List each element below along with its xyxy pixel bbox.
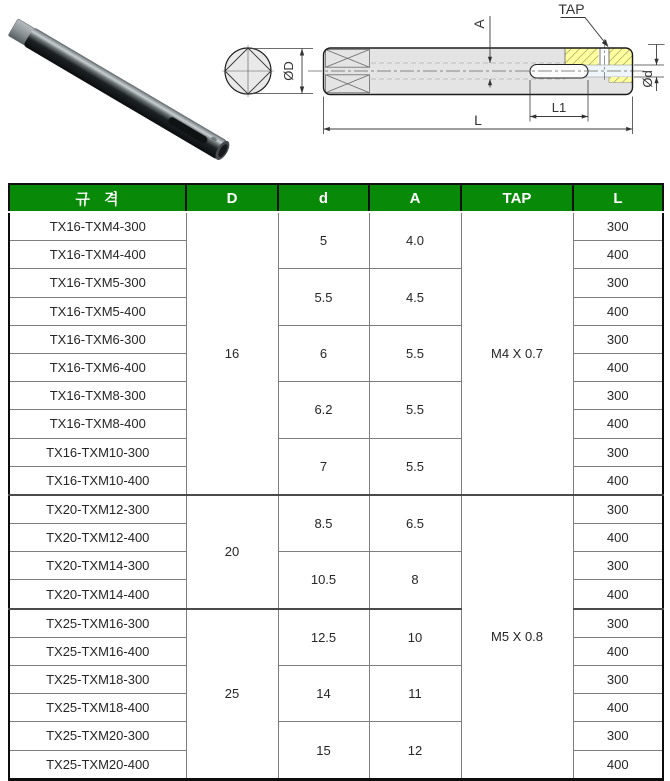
L-cell: 300	[573, 552, 663, 580]
L-cell: 300	[573, 269, 663, 297]
d-cell: 15	[278, 722, 369, 779]
A-cell: 4.5	[369, 269, 461, 325]
d-cell: 5	[278, 212, 369, 269]
D-cell: 25	[186, 609, 278, 780]
spec-cell: TX16-TXM5-400	[9, 297, 186, 325]
L-cell: 300	[573, 495, 663, 524]
column-header-spec: 규 격	[9, 184, 186, 212]
L-cell: 400	[573, 410, 663, 438]
A-cell: 6.5	[369, 495, 461, 552]
d-cell: 10.5	[278, 552, 369, 609]
dim-label-phi-D: ØD	[281, 61, 296, 81]
A-cell: 10	[369, 609, 461, 666]
side-view	[308, 1, 665, 134]
column-header-A: A	[369, 184, 461, 212]
table-row	[9, 212, 663, 241]
TAP-cell: M4 X 0.7	[461, 212, 573, 495]
D-cell: 16	[186, 212, 278, 495]
L-cell: 400	[573, 750, 663, 779]
L-cell: 300	[573, 722, 663, 750]
L-cell: 400	[573, 524, 663, 552]
L-cell: 400	[573, 637, 663, 665]
column-header-L: L	[573, 184, 663, 212]
A-cell: 12	[369, 722, 461, 779]
spec-cell: TX16-TXM4-400	[9, 241, 186, 269]
spec-cell: TX16-TXM5-300	[9, 269, 186, 297]
table-header-row	[9, 184, 663, 212]
L-cell: 300	[573, 666, 663, 694]
d-cell: 12.5	[278, 609, 369, 666]
spec-table	[8, 183, 664, 781]
spec-cell: TX25-TXM18-400	[9, 694, 186, 722]
column-header-TAP: TAP	[461, 184, 573, 212]
spec-cell: TX20-TXM14-300	[9, 552, 186, 580]
spec-cell: TX16-TXM10-400	[9, 466, 186, 495]
d-cell: 6.2	[278, 382, 369, 438]
spec-cell: TX16-TXM6-300	[9, 325, 186, 353]
L-cell: 400	[573, 297, 663, 325]
dim-label-L1: L1	[551, 100, 567, 115]
A-cell: 5.5	[369, 382, 461, 438]
d-cell: 5.5	[278, 269, 369, 325]
L-cell: 400	[573, 580, 663, 609]
A-cell: 4.0	[369, 212, 461, 269]
spec-cell: TX16-TXM6-400	[9, 353, 186, 381]
product-photo	[8, 18, 233, 162]
TAP-cell: M5 X 0.8	[461, 495, 573, 779]
L-cell: 400	[573, 241, 663, 269]
dim-label-phi-d: Ød	[640, 70, 655, 88]
spec-cell: TX25-TXM16-400	[9, 637, 186, 665]
technical-drawing	[0, 0, 670, 180]
column-header-d: d	[278, 184, 369, 212]
L-cell: 300	[573, 212, 663, 241]
table-row	[9, 495, 663, 524]
spec-cell: TX16-TXM8-300	[9, 382, 186, 410]
L-cell: 400	[573, 466, 663, 495]
section-view	[222, 45, 313, 97]
L-cell: 400	[573, 694, 663, 722]
L-cell: 300	[573, 609, 663, 638]
spec-cell: TX25-TXM20-300	[9, 722, 186, 750]
d-cell: 8.5	[278, 495, 369, 552]
d-cell: 7	[278, 438, 369, 495]
spec-cell: TX20-TXM14-400	[9, 580, 186, 609]
spec-cell: TX20-TXM12-300	[9, 495, 186, 524]
A-cell: 5.5	[369, 438, 461, 495]
L-cell: 300	[573, 325, 663, 353]
A-cell: 11	[369, 666, 461, 722]
spec-cell: TX16-TXM8-400	[9, 410, 186, 438]
dim-label-A: A	[471, 19, 487, 29]
L-cell: 300	[573, 382, 663, 410]
column-header-D: D	[186, 184, 278, 212]
dim-label-L: L	[474, 112, 482, 128]
D-cell: 20	[186, 495, 278, 609]
tap-leader-line	[561, 18, 609, 47]
spec-cell: TX16-TXM10-300	[9, 438, 186, 466]
spec-cell: TX20-TXM12-400	[9, 524, 186, 552]
spec-cell: TX25-TXM18-300	[9, 666, 186, 694]
A-cell: 8	[369, 552, 461, 609]
spec-cell: TX25-TXM16-300	[9, 609, 186, 638]
d-cell: 6	[278, 325, 369, 381]
L-cell: 400	[573, 353, 663, 381]
L-cell: 300	[573, 438, 663, 466]
A-cell: 5.5	[369, 325, 461, 381]
d-cell: 14	[278, 666, 369, 722]
table-body	[9, 212, 663, 779]
spec-cell: TX16-TXM4-300	[9, 212, 186, 241]
spec-cell: TX25-TXM20-400	[9, 750, 186, 779]
dim-label-TAP: TAP	[558, 1, 585, 17]
